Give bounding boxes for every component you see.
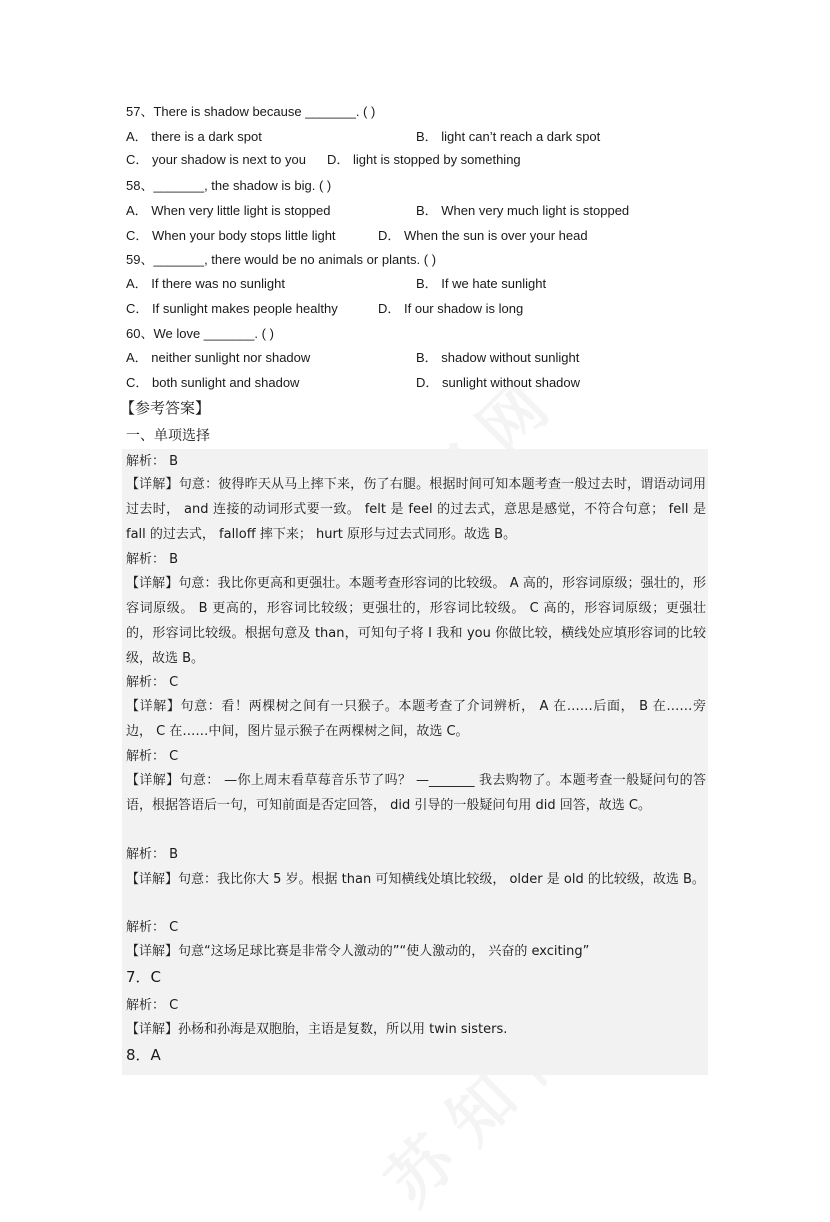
option-60-b: B． shadow without sunlight bbox=[416, 350, 580, 365]
answer-7-jiexi: 解析： C bbox=[126, 998, 179, 1013]
answer-1-detail: 【详解】句意：彼得昨天从马上摔下来，伤了右腿。根据时间可知本题考查一般过去时，谓语动词用过去时， and 连接的动词形式要一致。 felt 是 feel 的过去式，意思是感觉，不符合句意； fell 是 fall 的过去式， falloff 摔下来； hurt 原形与过去式同形。故选 B。 bbox=[126, 477, 706, 542]
answer-2-jiexi: 解析： B bbox=[126, 552, 179, 567]
answer-5-detail: 【详解】句意：我比你大 5 岁。根据 than 可知横线处填比较级， older 是 old 的比较级，故选 B。 bbox=[126, 872, 705, 887]
option-59-b: B． If we hate sunlight bbox=[416, 276, 547, 291]
question-58: 58、_______, the shadow is big. ( ) bbox=[126, 178, 332, 193]
answer-3-detail: 【详解】句意：看！两棵树之间有一只猴子。本题考查了介词辨析， A 在……后面， B 在……旁边， C 在……中间，图片显示猴子在两棵树之间，故选 C。 bbox=[126, 699, 706, 739]
answer-2-detail: 【详解】句意：我比你更高和更强壮。本题考查形容词的比较级。 A 高的，形容词原级；强壮的，形容词原级。 B 更高的，形容词比较级；更强壮的，形容词比较级。 C 高的，形容词原级；更强壮的，形容词比较级。根据句意及 than，可知句子将 I 我和 you 你做比较，横线处应填形容词的比较级，故选 B。 bbox=[126, 576, 706, 666]
option-57-a: A． there is a dark spot bbox=[126, 129, 262, 144]
answer-6-detail: 【详解】句意“这场足球比赛是非常令人激动的”“使人激动的， 兴奋的 exciting” bbox=[126, 944, 590, 959]
option-58-c: C． When your body stops little light bbox=[126, 228, 336, 243]
option-57-b: B． light can’t reach a dark spot bbox=[416, 129, 601, 144]
option-58-d: D． When the sun is over your head bbox=[378, 228, 588, 243]
answer-3-jiexi: 解析： C bbox=[126, 675, 179, 690]
option-60-c: C． both sunlight and shadow bbox=[126, 375, 300, 390]
option-58-b: B． When very much light is stopped bbox=[416, 203, 630, 218]
answer-heading: 【参考答案】 bbox=[120, 399, 211, 417]
answer-7-detail: 【详解】孙杨和孙海是双胞胎，主语是复数，所以用 twin sisters. bbox=[126, 1022, 508, 1037]
option-60-a: A． neither sunlight nor shadow bbox=[126, 350, 311, 365]
answer-6-jiexi: 解析： C bbox=[126, 920, 179, 935]
question-57: 57、There is shadow because _______. ( ) bbox=[126, 104, 376, 119]
option-59-d: D． If our shadow is long bbox=[378, 301, 524, 316]
answer-4-jiexi: 解析： C bbox=[126, 749, 179, 764]
option-58-a: A． When very little light is stopped bbox=[126, 203, 331, 218]
option-60-d: D． sunlight without shadow bbox=[416, 375, 581, 390]
answer-4-detail: 【详解】句意： —你上周末看草莓音乐节了吗？ —_______ 我去购物了。本题考查一般疑问句的答语，根据答语后一句，可知前面是否定回答， did 引导的一般疑问句用 did 回答，故选 C。 bbox=[126, 773, 706, 813]
answer-8-number: 8．A bbox=[126, 1046, 161, 1064]
option-57-c: C． your shadow is next to you bbox=[126, 152, 306, 167]
question-60: 60、We love _______. ( ) bbox=[126, 326, 274, 341]
answer-7-number: 7．C bbox=[126, 968, 162, 986]
option-59-a: A． If there was no sunlight bbox=[126, 276, 285, 291]
option-59-c: C． If sunlight makes people healthy bbox=[126, 301, 338, 316]
option-57-d: D． light is stopped by something bbox=[327, 152, 521, 167]
section-title: 一、单项选择 bbox=[126, 428, 210, 444]
answer-1-jiexi: 解析： B bbox=[126, 454, 179, 469]
question-59: 59、_______, there would be no animals or plants. ( ) bbox=[126, 252, 437, 267]
answer-5-jiexi: 解析： B bbox=[126, 847, 179, 862]
